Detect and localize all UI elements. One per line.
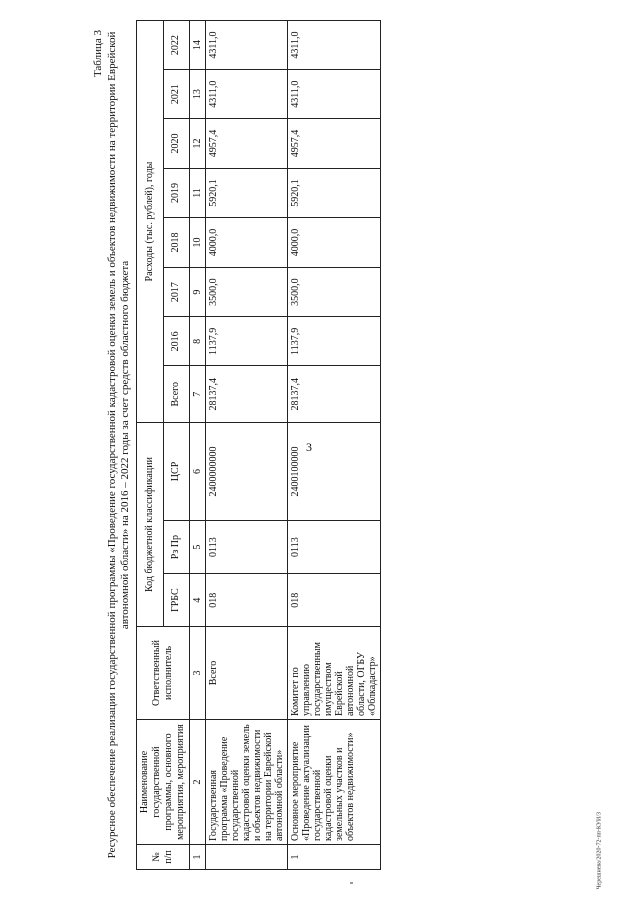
resource-table bbox=[136, 20, 381, 870]
row-csr: 2400000000 bbox=[206, 423, 288, 521]
row-num bbox=[206, 845, 288, 870]
header-kbk: Код бюджетной классификации bbox=[137, 423, 164, 627]
header-year: 2022 bbox=[163, 21, 190, 70]
row-total: 28137,4 bbox=[288, 366, 381, 423]
header-rz: Рз Пр bbox=[163, 520, 190, 574]
row-value: 1137,9 bbox=[206, 317, 288, 366]
row-value: 3500,0 bbox=[288, 267, 381, 317]
row-executor: Всего bbox=[206, 627, 288, 720]
footnote: Черешнева/2020-72-пп-КУИ/3 bbox=[596, 812, 602, 890]
index-cell: 12 bbox=[190, 119, 206, 169]
page-number: 3 bbox=[306, 440, 312, 454]
row-rz: 0113 bbox=[206, 520, 288, 574]
document-title: Ресурсное обеспечение реализации государственной программы «Проведение государственной кадастровой оценки земель и объектов недвижимости на территории Еврейской автономной области» на 2016 – 2022 годы за счет средств областного бюджета bbox=[106, 31, 131, 859]
row-value: 5920,1 bbox=[206, 168, 288, 218]
header-expenses: Расходы (тыс. рублей), годы bbox=[137, 21, 164, 423]
row-grbs: 018 bbox=[288, 574, 381, 627]
index-cell: 2 bbox=[190, 720, 206, 845]
row-csr: 2400100000 bbox=[288, 423, 381, 521]
header-year: 2020 bbox=[163, 119, 190, 169]
rotated-page-content bbox=[92, 20, 562, 870]
index-cell: 5 bbox=[190, 520, 206, 574]
header-year: 2016 bbox=[163, 317, 190, 366]
row-value: 4000,0 bbox=[206, 218, 288, 268]
index-cell: 8 bbox=[190, 317, 206, 366]
index-cell: 1 bbox=[190, 845, 206, 870]
table-row-program bbox=[206, 21, 288, 870]
table-row-main-activity bbox=[288, 21, 381, 870]
index-cell: 10 bbox=[190, 218, 206, 268]
row-value: 5920,1 bbox=[288, 168, 381, 218]
row-name: Основное мероприятие «Проведение актуализации государственной кадастровой оценки земельных участков и объектов недвижимости» bbox=[288, 720, 381, 845]
row-num: 1 bbox=[288, 845, 381, 870]
index-cell: 9 bbox=[190, 267, 206, 317]
row-value: 4957,4 bbox=[288, 119, 381, 169]
header-csr: ЦСР bbox=[163, 423, 190, 521]
index-cell: 13 bbox=[190, 70, 206, 119]
scan-mark bbox=[350, 882, 353, 884]
index-cell: 7 bbox=[190, 366, 206, 423]
row-value: 4311,0 bbox=[288, 21, 381, 70]
row-value: 4000,0 bbox=[288, 218, 381, 268]
header-year: 2019 bbox=[163, 168, 190, 218]
index-cell: 11 bbox=[190, 168, 206, 218]
index-cell: 14 bbox=[190, 21, 206, 70]
row-grbs: 018 bbox=[206, 574, 288, 627]
header-year: 2017 bbox=[163, 267, 190, 317]
index-cell: 4 bbox=[190, 574, 206, 627]
index-cell: 3 bbox=[190, 627, 206, 720]
index-cell: 6 bbox=[190, 423, 206, 521]
row-value: 4957,4 bbox=[206, 119, 288, 169]
header-year: 2021 bbox=[163, 70, 190, 119]
row-executor: Комитет по управлению государственным имуществом Еврейской автономной области, ОГБУ «Облкадастр» bbox=[288, 627, 381, 720]
header-name: Наименование государственной программы, основного мероприятия, мероприятия bbox=[137, 720, 190, 845]
header-executor: Ответственный исполнитель bbox=[137, 627, 190, 720]
header-total: Всего bbox=[163, 366, 190, 423]
row-total: 28137,4 bbox=[206, 366, 288, 423]
row-value: 4311,0 bbox=[206, 21, 288, 70]
table-label: Таблица 3 bbox=[92, 30, 104, 78]
row-value: 4311,0 bbox=[288, 70, 381, 119]
row-value: 1137,9 bbox=[288, 317, 381, 366]
row-name: Государственная программа «Проведение государственной кадастровой оценки земель и объектов недвижимости на территории Еврейской автономной области» bbox=[206, 720, 288, 845]
header-grbs: ГРБС bbox=[163, 574, 190, 627]
index-row bbox=[190, 21, 206, 870]
row-value: 4311,0 bbox=[206, 70, 288, 119]
header-year: 2018 bbox=[163, 218, 190, 268]
row-value: 3500,0 bbox=[206, 267, 288, 317]
row-rz: 0113 bbox=[288, 520, 381, 574]
header-num: № п/п bbox=[137, 845, 190, 870]
